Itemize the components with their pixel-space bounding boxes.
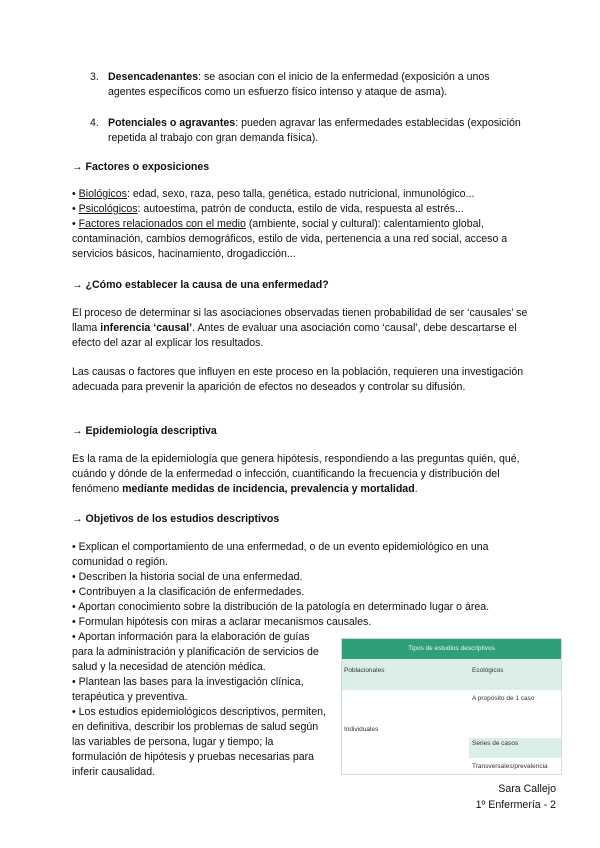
list-item: • Plantean las bases para la investigación clínica, terapéutica y preventiva.: [72, 676, 304, 703]
table-title: Tipos de estudios descriptivos: [408, 645, 495, 652]
factor-text: (ambiente, social y cultural): calentamiento global, contaminación, cambios demográficos, estilo de vida, pertenencia a una red social, acceso a servicios básicos, hacinamiento, drogadicción...: [72, 218, 508, 260]
term: Potenciales o agravantes: [108, 117, 236, 129]
text: Es la rama de la epidemiología que genera hipótesis, respondiendo a las preguntas quién, qué, cuándo y dónde de la enfermedad o infección, cuantificando la frecuencia y distribución del fenómeno: [72, 453, 520, 495]
list-item: • Formulan hipótesis con miras a aclarar mecanismos causales.: [72, 616, 372, 628]
author-name: Sara Callejo: [498, 783, 556, 795]
table-cell-type: Ecológicos: [472, 667, 504, 674]
list-item: • Aportan conocimiento sobre la distribución de la patología en determinado lugar o área.: [72, 601, 490, 613]
objetivos-list-narrow: [72, 630, 330, 780]
causa-paragraph-2: [72, 365, 532, 395]
text: .: [414, 483, 418, 495]
text: . Antes de evaluar una asociación como ‘causal’, debe descartarse el efecto del azar al explicar los resultados.: [72, 322, 517, 349]
term: Desencadenantes: [108, 71, 199, 83]
section-heading-objetivos: → Objetivos de los estudios descriptivos: [72, 513, 280, 525]
factor-text: : edad, sexo, raza, peso talla, genética, estado nutricional, inmunológico...: [126, 188, 475, 200]
factores-list: [72, 187, 532, 262]
list-number: 4.: [90, 117, 99, 129]
factor-label: Psicológicos: [78, 203, 138, 215]
table-cell-type: Series de casos: [472, 740, 519, 747]
list-item-3: [90, 70, 530, 102]
list-item: • Biológicos: edad, sexo, raza, peso talla, genética, estado nutricional, inmunológico...: [72, 188, 475, 200]
list-item: • Contribuyen a la clasificación de enfermedades.: [72, 586, 305, 598]
tipos-estudios-table: [341, 638, 562, 775]
definition: : se asocian con el inicio de la enfermedad (exposición a unos agentes específicos como un esfuerzo físico intenso y ataque de asma).: [108, 71, 490, 98]
definition: : pueden agravar las enfermedades establecidas (exposición repetida al trabajo con gran demanda física).: [108, 117, 521, 144]
text: El proceso de determinar si las asociaciones observadas tienen probabilidad de ser ‘causales’ se llama: [72, 307, 528, 334]
list-item: • Psicológicos: autoestima, patrón de conducta, estilo de vida, respuesta al estrés...: [72, 203, 464, 215]
list-item-4: [90, 116, 530, 148]
list-item: • Los estudios epidemiológicos descriptivos, permiten, en definitiva, describir los problemas de salud según las variables de persona, lugar y tiempo; la formulación de hipótesis y pruebas necesarias para inferir causalidad.: [72, 706, 326, 778]
epidemiologia-paragraph: [72, 452, 532, 497]
factor-text: : autoestima, patrón de conducta, estilo de vida, respuesta al estrés...: [137, 203, 464, 215]
course-label: 1º Enfermería - 2: [475, 799, 556, 811]
table-cell-group: Poblacionales: [344, 667, 385, 674]
table-cell-type: A propósito de 1 caso: [472, 695, 535, 702]
table-cell-type: Transversales/prevalencia: [472, 763, 548, 770]
table-header: [342, 639, 561, 659]
list-item: • Aportan información para la elaboración de guías para la administración y planificación de servicios de salud y la necesidad de atención médica.: [72, 631, 319, 673]
section-heading-causa: → ¿Cómo establecer la causa de una enfermedad?: [72, 279, 329, 291]
bold-text: mediante medidas de incidencia, prevalencia y mortalidad: [122, 483, 415, 495]
list-number: 3.: [90, 71, 99, 83]
list-item: • Factores relacionados con el medio (ambiente, social y cultural): calentamiento global, contaminación, cambios demográficos, estilo de vida, pertenencia a una red social, acceso a servicios básicos, hacinamiento, drogadicción...: [72, 218, 508, 260]
list-item: • Describen la historia social de una enfermedad.: [72, 571, 303, 583]
list-item: • Explican el comportamiento de una enfermedad, o de un evento epidemiológico en una comunidad o región.: [72, 541, 489, 568]
text: Las causas o factores que influyen en este proceso en la población, requieren una investigación adecuada para prevenir la aparición de efectos no deseados y controlar su difusión.: [72, 366, 524, 393]
factor-label: Factores relacionados con el medio: [78, 218, 246, 230]
bold-text: inferencia ‘causal’: [100, 322, 193, 334]
objetivos-list: [72, 540, 532, 630]
factor-label: Biológicos: [78, 188, 127, 200]
section-heading-epidemiologia: → Epidemiología descriptiva: [72, 425, 217, 437]
causa-paragraph-1: [72, 306, 532, 351]
table-cell-group: Individuales: [344, 726, 379, 733]
section-heading-factores: → Factores o exposiciones: [72, 161, 210, 173]
